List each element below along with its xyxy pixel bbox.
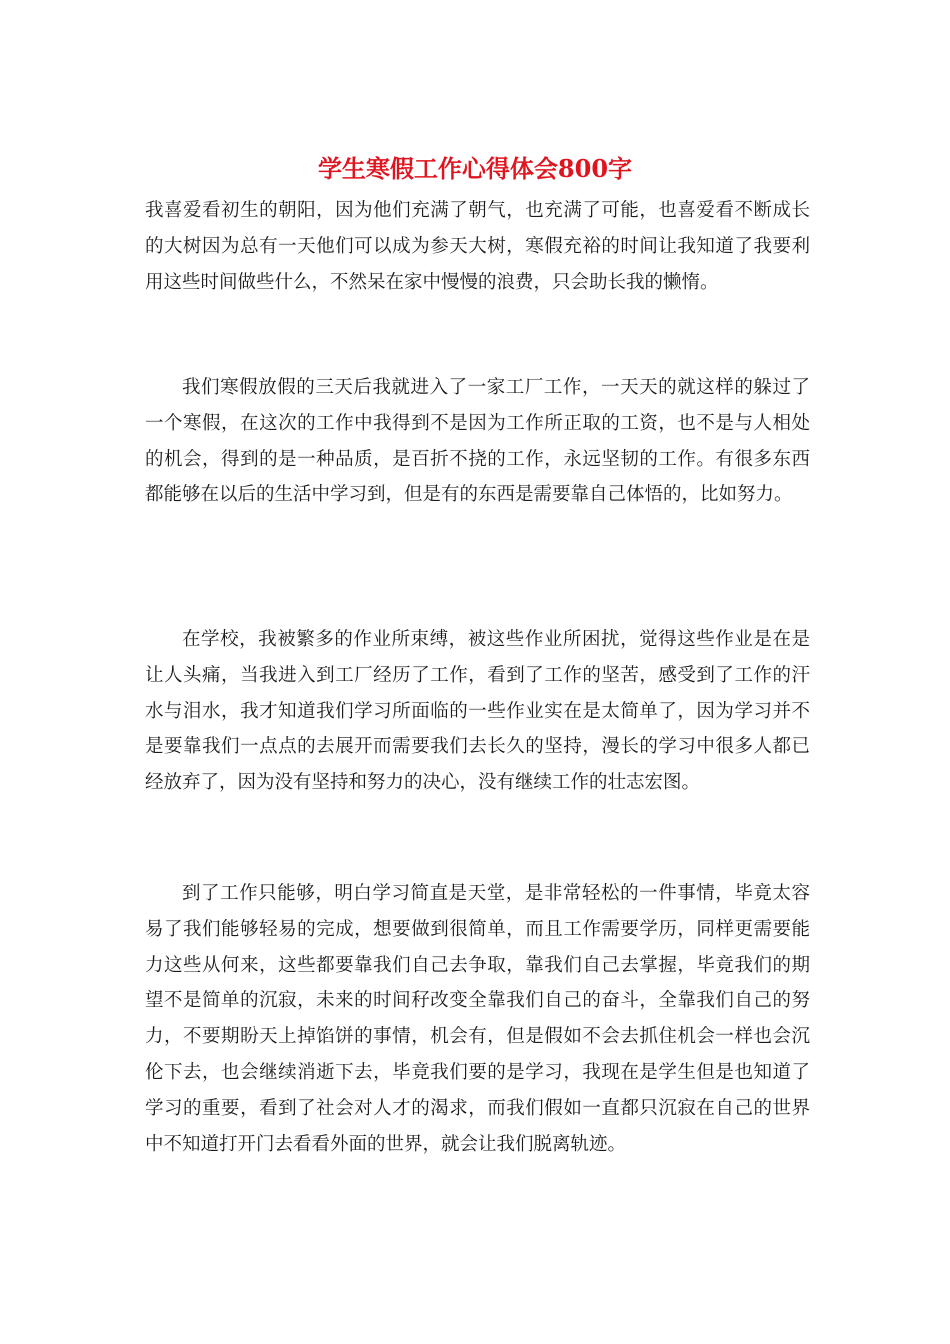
paragraph-3: 在学校，我被繁多的作业所束缚，被这些作业所困扰，觉得这些作业是在是让人头痛，当我进入到工厂经历了工作，看到了工作的坚苦，感受到了工作的汗水与泪水，我才知道我们学习所面临的一些作业实在是太简单了，因为学习并不是要靠我们一点点的去展开而需要我们去长久的坚持，漫长的学习中很多人都已经放弃了，因为没有坚持和努力的决心，没有继续工作的壮志宏图。 <box>145 629 810 794</box>
paragraph-2: 我们寒假放假的三天后我就进入了一家工厂工作，一天天的就这样的躲过了一个寒假，在这次的工作中我得到不是因为工作所正取的工资，也不是与人相处的机会，得到的是一种品质，是百折不挠的工作，永远坚韧的工作。有很多东西都能够在以后的生活中学习到，但是有的东西是需要靠自己体悟的，比如努力。 <box>145 377 810 506</box>
paragraph-1: 我喜爱看初生的朝阳，因为他们充满了朝气，也充满了可能，也喜爱看不断成长的大树因为总有一天他们可以成为参天大树，寒假充裕的时间让我知道了我要利用这些时间做些什么，不然呆在家中慢慢的浪费，只会助长我的懒惰。 <box>145 200 810 293</box>
document-title: 学生寒假工作心得体会800字 <box>317 154 633 183</box>
paragraph-4: 到了工作只能够，明白学习简直是天堂，是非常轻松的一件事情，毕竟太容易了我们能够轻易的完成，想要做到很简单，而且工作需要学历，同样更需要能力这些从何来，这些都要靠我们自己去争取，靠我们自己去掌握，毕竟我们的期望不是简单的沉寂，未来的时间秄改变全靠我们自己的奋斗，全靠我们自己的努力，不要期盼天上掉馅饼的事情，机会有，但是假如不会去抓住机会一样也会沉伦下去，也会继续消逝下去，毕竟我们要的是学习，我现在是学生但是也知道了学习的重要，看到了社会对人才的渴求，而我们假如一直都只沉寂在自己的世界中不知道打开门去看看外面的世界，就会让我们脱离轨迹。 <box>145 883 810 1155</box>
